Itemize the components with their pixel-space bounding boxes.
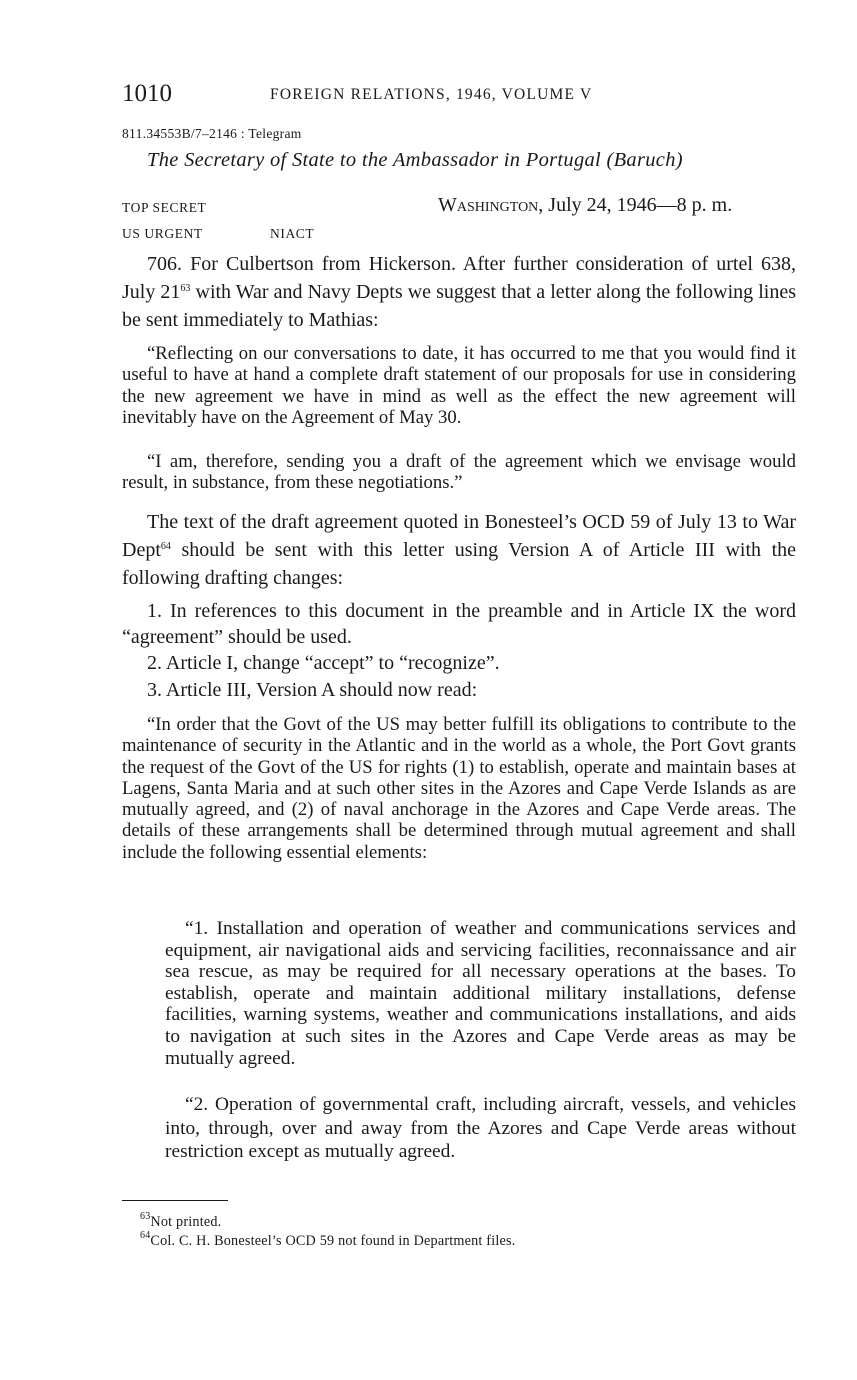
paragraph-intro-text: 706. For Culbertson from Hickerson. After further consideration of urtel 638, July 21 (122, 253, 796, 303)
quoted-letter-paragraph-2: “I am, therefore, sending you a draft of the agreement which we envisage would result, in substance, from these negotiations.” (122, 451, 796, 494)
heading-main: The Secretary of State to the Ambassador in Portugal ( (147, 149, 614, 171)
footnote-64 (140, 1230, 516, 1250)
footnote-text: Col. C. H. Bonesteel’s OCD 59 not found in Department files. (150, 1233, 516, 1249)
footnote-ref-64: 64 (160, 541, 171, 552)
drafting-change-2: 2. Article I, change “accept” to “recognize”. (147, 652, 500, 674)
paragraph-draft-text-a: The text of the draft agreement quoted in Bonesteel’s OCD 59 of July 13 to War Dept (122, 511, 796, 561)
footnote-text: Not printed. (150, 1214, 222, 1230)
article-iii-text: “In order that the Govt of the US may better fulfill its obligations to contribute to the maintenance of security in the Atlantic and in the world as a whole, the Port Govt grants the request of the Govt of the US for rights (1) to establish, operate and maintain bases at Lagens, Santa Maria and at such other sites in the Azores and Cape Verde Islands as are mutually agreed, and (2) of naval anchorage in the Azores and Cape Verde areas. The details of these arrangements shall be determined through mutual agreement and shall include the following essential elements: (122, 714, 796, 863)
niact-marking: NIACT (270, 226, 315, 241)
footnote-ref-63: 63 (180, 283, 191, 294)
heading-name: Baruch (613, 149, 676, 171)
paragraph-intro (122, 250, 796, 334)
running-title: FOREIGN RELATIONS, 1946, VOLUME V (270, 86, 593, 103)
page-number: 1010 (122, 80, 172, 107)
classification: TOP SECRET (122, 200, 207, 215)
file-reference: 811.34553B/7–2146 : Telegram (122, 126, 302, 141)
document-heading (147, 149, 683, 172)
precedence: US URGENT (122, 226, 203, 241)
heading-close: ) (675, 149, 683, 171)
paragraph-intro-text-cont: with War and Navy Depts we suggest that a letter along the following lines be sent immediately to Mathias: (122, 281, 796, 331)
essential-element-2-text: “2. Operation of governmental craft, including aircraft, vessels, and vehicles into, through, over and away from the Azores and Cape Verde areas without restriction except as mutually agreed. (165, 1094, 796, 1162)
dateline-date: , July 24, 1946—8 p. m. (538, 194, 733, 216)
dateline (438, 194, 732, 217)
footnote-divider (122, 1200, 228, 1201)
footnote-63 (140, 1211, 222, 1231)
paragraph-draft-text-b: should be sent with this letter using Version A of Article III with the following drafting changes: (122, 539, 796, 589)
paragraph-draft-text (122, 508, 796, 592)
running-head (122, 80, 802, 110)
essential-element-1-text: “1. Installation and operation of weather and communications services and equipment, air navigational aids and servicing facilities, reconnaissance and air sea rescue, as may be required for all necessary operations at the bases. To establish, operate and maintain additional military installations, defense facilities, warning systems, weather and communications installations, and aids to navigation at such sites in the Azores and Cape Verde areas as may be mutually agreed. (165, 918, 796, 1069)
drafting-change-1: 1. In references to this document in the preamble and in Article IX the word “agreement” should be used. (122, 600, 796, 648)
footnote-mark: 63 (140, 1211, 151, 1222)
dateline-place: Washington (438, 194, 539, 216)
drafting-change-3: 3. Article III, Version A should now read: (147, 679, 478, 701)
footnote-mark: 64 (140, 1230, 151, 1241)
essential-element-1 (165, 918, 796, 1069)
quoted-letter-paragraph-1: “Reflecting on our conversations to date, it has occurred to me that you would find it useful to have at hand a complete draft statement of our proposals for use in considering the new agreement we have in mind as well as the effect the new agreement will inevitably have on the Agreement of May 30. (122, 343, 796, 428)
essential-element-2 (165, 1093, 796, 1164)
